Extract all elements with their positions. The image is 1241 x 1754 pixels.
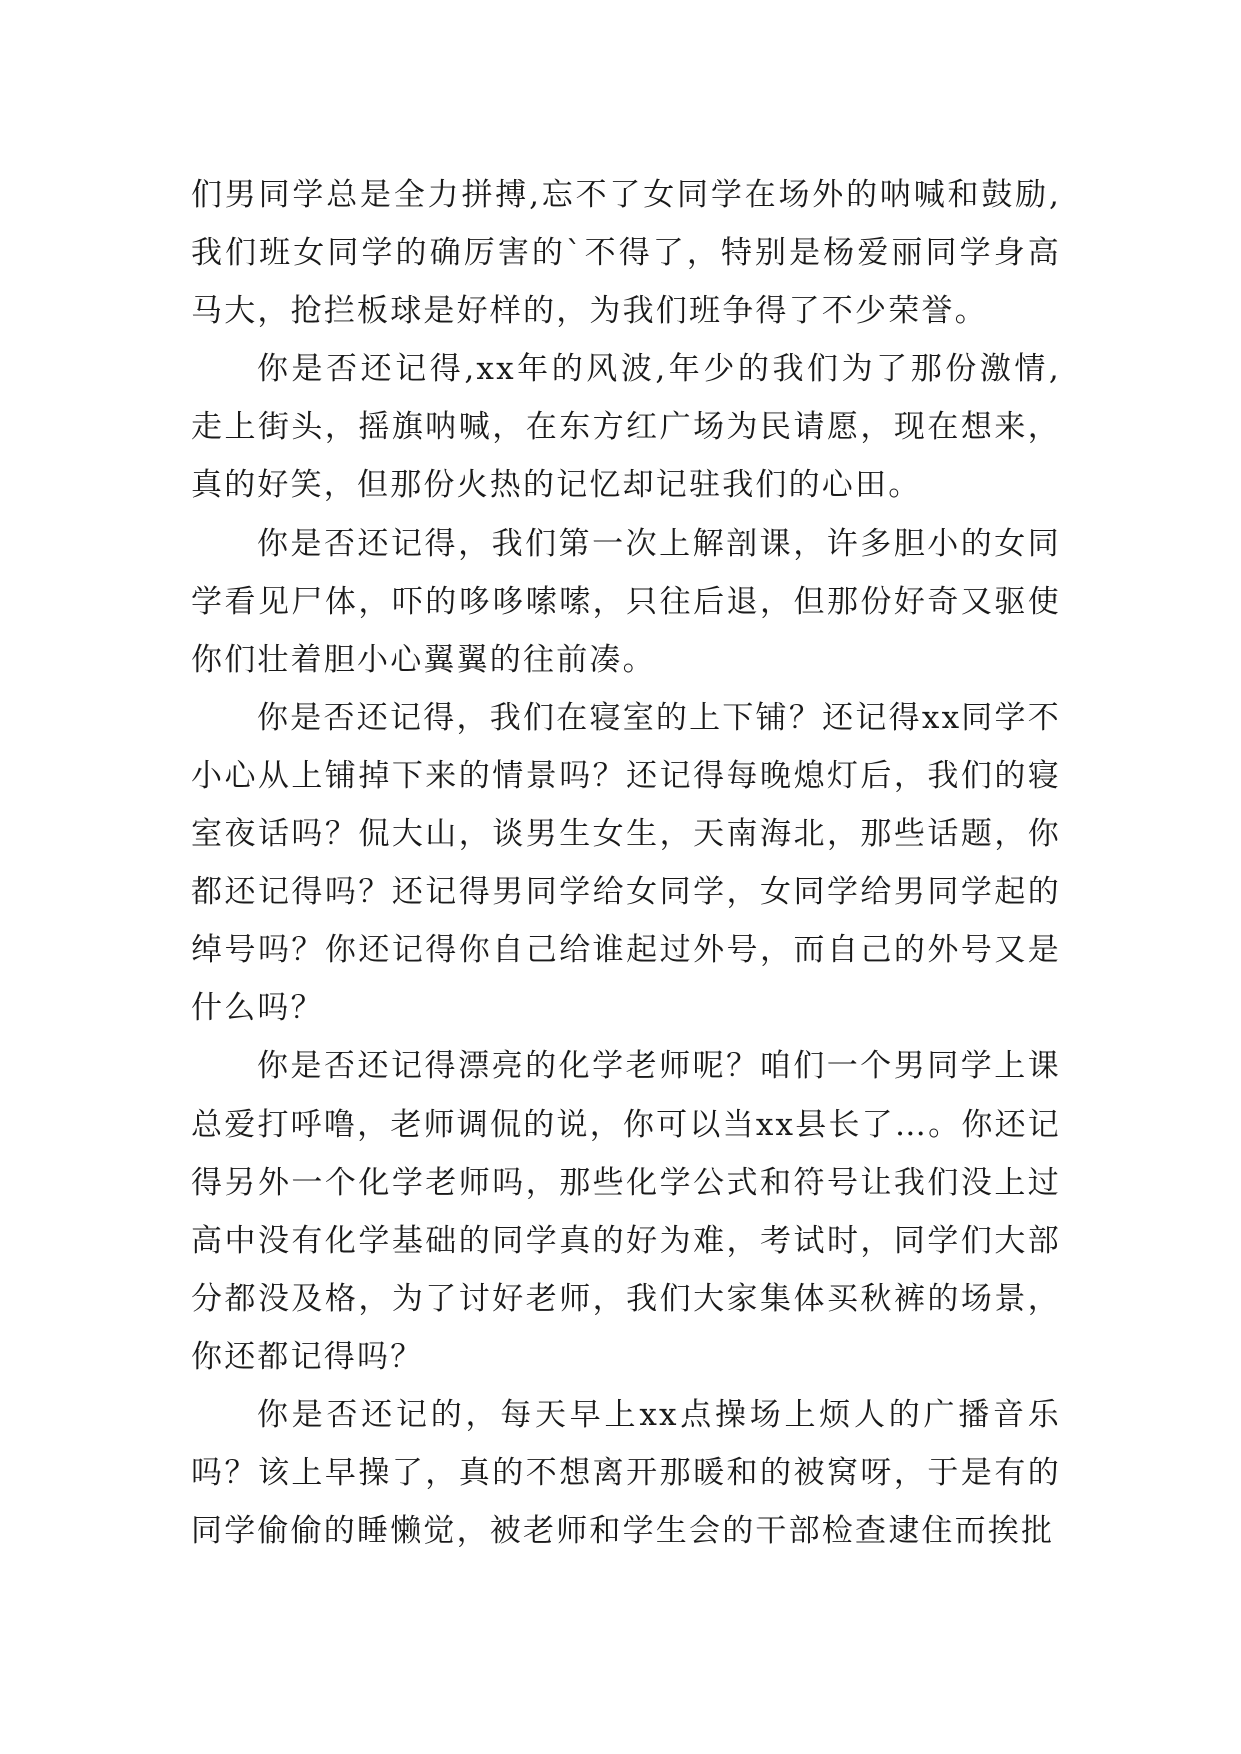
paragraph-3: 你是否还记得，我们第一次上解剖课，许多胆小的女同学看见尸体，吓的哆哆嗦嗦，只往后退，但那份好奇又驱使你们壮着胆小心翼翼的往前凑。 (191, 525, 1061, 678)
document-body (191, 166, 1061, 1560)
paragraph-4: 你是否还记得，我们在寝室的上下铺？还记得xx同学不小心从上铺掉下来的情景吗？还记得每晚熄灯后，我们的寝室夜话吗？侃大山，谈男生女生，天南海北，那些话题，你都还记得吗？还记得男同学给女同学，女同学给男同学起的绰号吗？你还记得你自己给谁起过外号，而自己的外号又是什么吗？ (191, 699, 1061, 1027)
paragraph-2: 你是否还记得,xx年的风波,年少的我们为了那份激情,走上街头，摇旗呐喊，在东方红广场为民请愿，现在想来，真的好笑，但那份火热的记忆却记驻我们的心田。 (191, 351, 1061, 504)
paragraph-5: 你是否还记得漂亮的化学老师呢？咱们一个男同学上课总爱打呼噜，老师调侃的说，你可以当xx县长了…。你还记得另外一个化学老师吗，那些化学公式和符号让我们没上过高中没有化学基础的同学真的好为难，考试时，同学们大部分都没及格，为了讨好老师，我们大家集体买秋裤的场景，你还都记得吗？ (191, 1048, 1061, 1375)
paragraph-6: 你是否还记的，每天早上xx点操场上烦人的广播音乐吗？该上早操了，真的不想离开那暖和的被窝呀，于是有的同学偷偷的睡懒觉，被老师和学生会的干部检查逮住而挨批 (191, 1396, 1061, 1550)
paragraph-1: 们男同学总是全力拼搏,忘不了女同学在场外的呐喊和鼓励,我们班女同学的确厉害的`不得了，特别是杨爱丽同学身高马大，抢拦板球是好样的，为我们班争得了不少荣誉。 (191, 177, 1061, 330)
